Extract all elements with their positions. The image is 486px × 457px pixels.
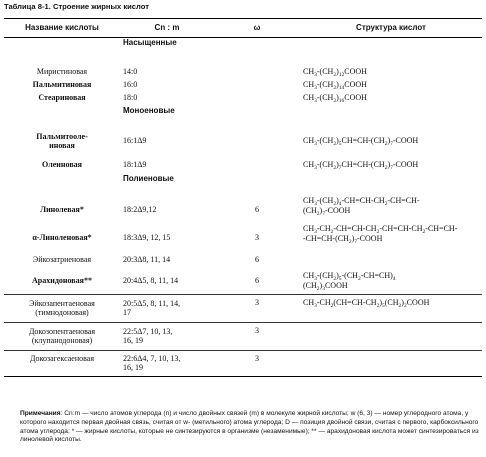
formula-subscript: 12	[338, 72, 345, 79]
formula-subscript: 3	[314, 229, 317, 236]
acid-structure: $CH_3-(CH_2)_5CH=CH-(CH_2)_7$-COOH	[303, 136, 419, 148]
header-row	[4, 19, 482, 38]
formula-subscript: 2	[333, 98, 337, 105]
formula-subscript: 14	[338, 85, 345, 92]
table-row	[4, 67, 482, 80]
acid-cn	[120, 322, 214, 350]
acid-name: Пальмитиновая	[32, 80, 92, 90]
structure-line2: $(CH_2)_3COOH$	[303, 280, 348, 292]
table-caption: Таблица 8-1. Строение жирных кислот	[4, 2, 149, 11]
table-row	[4, 350, 482, 376]
formula-subscript: 7	[322, 210, 325, 217]
table-row	[4, 322, 482, 350]
section-label-mono: Моноеновые	[123, 106, 175, 116]
acid-cn-line1: 22:5Δ7, 10, 13,	[123, 326, 173, 336]
acid-name-line2: (тимнодоновая)	[35, 308, 89, 318]
formula-subscript: 7	[390, 141, 393, 148]
acid-name-line2: (клупанодоновая)	[31, 336, 93, 346]
table-row	[4, 224, 482, 252]
header-cn: Cn : m	[120, 19, 214, 38]
acid-cn: 18:2Δ9,12	[123, 205, 157, 215]
table-row	[4, 80, 482, 93]
formula-subscript: 3	[314, 276, 317, 283]
formula-subscript: 2	[403, 302, 407, 309]
fatty-acids-table	[4, 18, 482, 377]
formula-subscript: 16	[338, 98, 345, 105]
formula-subscript: 7	[338, 165, 342, 172]
acid-structure	[300, 252, 482, 268]
acid-cn	[120, 294, 214, 322]
acid-omega: 3	[255, 233, 259, 243]
acid-cn: 14:0	[123, 67, 138, 77]
formula-subscript: 3	[314, 98, 317, 105]
acid-cn: 18:1Δ9	[123, 160, 147, 170]
structure-line1: $CH_3-(CH_2)_4-CH=CH-CH_2-CH=CH-$	[303, 196, 420, 208]
acid-structure: $CH_3-(CH_2)_{14}COOH$	[303, 80, 367, 92]
acid-omega: 3	[214, 294, 300, 322]
header-name: Название кислоты	[4, 19, 120, 38]
acid-name-line1: Пальмитооле-	[36, 131, 88, 141]
formula-subscript: 2	[348, 238, 352, 245]
acid-name: α-Линоленовая*	[32, 233, 92, 243]
acid-name	[4, 322, 120, 350]
formula-subscript: 3	[314, 201, 317, 208]
acid-structure: $CH_3-(CH_2)_{12}COOH$	[303, 67, 367, 79]
section-label-saturated: Насыщенные	[123, 37, 177, 47]
acid-cn-line1: 20:5Δ5, 8, 11, 14,	[123, 298, 181, 308]
acid-omega	[214, 156, 300, 174]
table-row	[4, 294, 482, 322]
acid-cn-line1: 22:6Δ4, 7, 10, 13,	[123, 353, 181, 363]
acid-cn-line2: 17	[123, 308, 131, 318]
formula-subscript: 2	[398, 302, 402, 309]
section-row	[4, 37, 482, 67]
notes-label: Примечания	[20, 410, 61, 417]
acid-omega	[214, 93, 300, 106]
formula-subscript: 2	[333, 276, 337, 283]
table-row	[4, 126, 482, 156]
acid-cn	[120, 350, 214, 376]
formula-subscript: 3	[314, 141, 317, 148]
formula-subscript: 2	[384, 141, 388, 148]
notes-text: : Cn:m — число атомов углерода (n) и число двойных связей (m) в молекуле жирной кислоты; w (6, 3) — номер углеродного атома, у которого находится первая двойная связь, считая от w- (метильного) атома углерода; D — позиция двойной связи, считая с первого, карбоксильного атома углерода; * — жирные кислоты, которые не синтезируются в организме (незаменимые); ** — арахидоновая кислота может синтезироваться из линолевой кислоты.	[20, 410, 479, 444]
formula-subscript: 3	[314, 72, 317, 79]
formula-subscript: 2	[333, 85, 337, 92]
section-label-poly: Полиеновые	[123, 174, 174, 184]
formula-subscript: 3	[322, 285, 325, 292]
formula-subscript: 2	[333, 141, 337, 148]
acid-name: Олеиновая	[42, 160, 82, 170]
acid-structure	[300, 268, 482, 294]
formula-subscript: 7	[354, 238, 358, 245]
acid-name-line1: Эйкозапентаеновая	[29, 298, 95, 308]
section-row	[4, 174, 482, 196]
formula-subscript: 7	[390, 165, 393, 172]
acid-name-line2: иновая	[49, 141, 75, 151]
formula-subscript: 2	[333, 201, 337, 208]
formula-subscript: 5	[338, 276, 342, 283]
formula-subscript: 5	[338, 141, 342, 148]
acid-name	[4, 126, 120, 156]
formula-subscript: 2	[384, 165, 388, 172]
table-row	[4, 156, 482, 174]
acid-cn: 20:4Δ5, 8, 11, 14	[120, 268, 214, 294]
acid-name: Стеариновая	[38, 93, 86, 103]
acid-omega: 3	[214, 322, 300, 350]
acid-structure: $CH_3-CH_2(CH=CH-CH_2)_5(CH_2)_2COOH$	[300, 294, 482, 322]
acid-omega	[214, 80, 300, 93]
formula-subscript: 4	[392, 276, 396, 283]
header-omega: ω	[214, 19, 300, 38]
table-row	[4, 252, 482, 268]
acid-name: Миристиновая	[36, 67, 88, 77]
formula-subscript: 2	[376, 229, 380, 236]
table-row	[4, 93, 482, 106]
acid-cn-line2: 16, 19	[123, 336, 143, 346]
acid-omega: 3	[214, 350, 300, 376]
formula-subscript: 5	[382, 302, 385, 309]
header-structure: Структура кислот	[300, 19, 482, 38]
acid-omega	[214, 126, 300, 156]
formula-subscript: 2	[357, 276, 361, 283]
structure-line2: $-CH=CH-(CH_2)_7$-COOH	[303, 233, 383, 245]
structure-line1: $CH_3-CH_2-CH=CH-CH_2-CH=CH-CH_2-CH=CH-$	[303, 224, 458, 236]
formula-subscript: 2	[422, 229, 426, 236]
acid-name: Линолевая*	[40, 205, 84, 215]
structure-line2: $(CH_2)_7$-COOH	[303, 205, 351, 217]
acid-structure: $CH_3-(CH_2)_7CH=CH-(CH_2)_7$-COOH	[303, 160, 419, 172]
acid-omega: 6	[255, 255, 259, 265]
formula-subscript: 2	[333, 72, 337, 79]
acid-name: Эйкозатриеновая	[32, 255, 92, 265]
acid-cn: 16:1Δ9	[123, 136, 147, 146]
formula-subscript: 2	[316, 285, 320, 292]
acid-cn: 16:0	[123, 80, 138, 90]
acid-cn-line2: 16, 19	[123, 363, 143, 373]
acid-omega: 6	[214, 268, 300, 294]
structure-line1: $CH_3-(CH_2)_5-(CH_2-CH=CH)_4$	[303, 271, 396, 283]
formula-subscript: 2	[330, 229, 334, 236]
table-notes	[20, 410, 482, 445]
acid-omega: 6	[255, 205, 259, 215]
acid-structure: $CH_3-(CH_2)_{16}COOH$	[303, 93, 367, 105]
acid-name: Арахидоновая**	[4, 268, 120, 294]
acid-structure	[300, 196, 482, 224]
acid-name-line1: Докозопентаеновая	[28, 326, 96, 336]
formula-subscript: 2	[316, 210, 320, 217]
formula-subscript: 2	[376, 302, 380, 309]
formula-subscript: 3	[314, 302, 317, 309]
acid-structure	[300, 350, 482, 376]
acid-cn: 18:0	[123, 93, 138, 103]
acid-structure	[300, 322, 482, 350]
table-row	[4, 196, 482, 224]
acid-omega	[214, 67, 300, 80]
formula-subscript: 2	[330, 302, 334, 309]
formula-subscript: 3	[314, 85, 317, 92]
formula-subscript: 4	[338, 201, 342, 208]
acid-name: Докозагексаеновая	[4, 350, 120, 376]
formula-subscript: 2	[333, 165, 337, 172]
acid-structure	[300, 224, 482, 252]
table-row	[4, 268, 482, 294]
acid-name	[4, 294, 120, 322]
acid-cn: 20:3Δ8, 11, 14	[123, 255, 171, 265]
formula-subscript: 3	[314, 165, 317, 172]
formula-subscript: 2	[384, 201, 388, 208]
acid-cn: 18:3Δ9, 12, 15	[123, 233, 171, 243]
section-row	[4, 106, 482, 126]
